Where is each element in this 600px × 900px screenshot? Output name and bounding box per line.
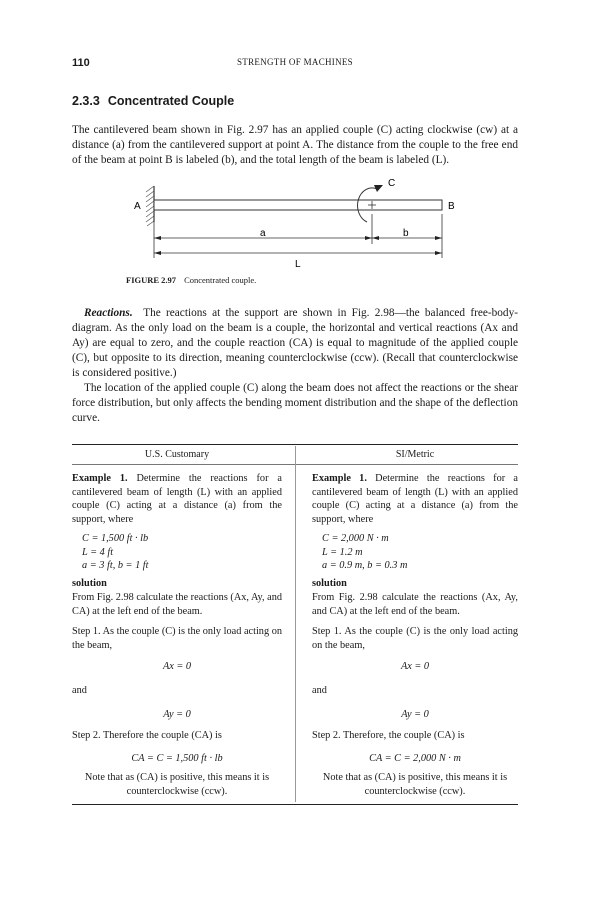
us-note: Note that as (CA) is positive, this means it is counterclockwise (ccw).: [84, 772, 270, 797]
reactions-section: [72, 306, 518, 426]
si-eq-ax: Ax = 0: [400, 661, 430, 672]
us-example-text: Determine the reactions for a cantilevered beam of length (L) with an applied couple (C) acting at a distance (a) from the support, where: [72, 473, 283, 525]
si-eq-ca: CA = C = 2,000 N · m: [369, 753, 461, 764]
label-B: B: [448, 201, 455, 212]
si-example-label: Example 1.: [312, 473, 367, 484]
running-title: STRENGTH OF MACHINES: [236, 57, 353, 67]
table-bottom-rule: [72, 804, 518, 805]
us-given-L: L = 4 ft: [82, 546, 114, 558]
us-column-header: U.S. Customary: [144, 449, 210, 460]
dimension-lines: [154, 214, 442, 258]
si-solution-text: From Fig. 2.98 calculate the reactions (Ax, Ay, and CA) at the left end of the beam.: [312, 592, 518, 617]
intro-paragraph: The cantilevered beam shown in Fig. 2.97 has an applied couple (C) acting clockwise (cw) at a distance (a) from the cantilevered support at point A. The distance from the couple to the free end of the beam at point B is labeled (b), and the total length of the beam is labeled (L).: [72, 124, 518, 167]
us-eq-ax: Ax = 0: [162, 661, 192, 672]
si-note: Note that as (CA) is positive, this means it is counterclockwise (ccw).: [322, 772, 508, 797]
dimension-arrowheads: [154, 236, 442, 255]
section-heading: [72, 94, 234, 108]
us-solution-label: solution: [72, 578, 107, 589]
table-top-rule: [72, 444, 518, 445]
us-given-values: [82, 532, 149, 573]
us-eq-ay: Ay = 0: [163, 709, 191, 720]
us-eq-ca: CA = C = 1,500 ft · lb: [131, 753, 223, 764]
si-given-L: L = 1.2 m: [322, 546, 363, 558]
page-number: 110: [72, 57, 90, 69]
si-step2: Step 2. Therefore, the couple (CA) is: [312, 730, 465, 741]
caption-text: Concentrated couple.: [184, 275, 257, 285]
si-column-header: SI/Metric: [395, 449, 435, 460]
si-given-values: [322, 532, 407, 573]
reactions-paragraph-2: The location of the applied couple (C) along the beam does not affect the reactions or the shear force distribution, but only affects the bending moment distribution and the shape of the deflection curve.: [72, 382, 518, 424]
running-header: [72, 57, 518, 73]
si-metric-column: [312, 448, 518, 803]
us-step2: Step 2. Therefore the couple (CA) is: [72, 730, 222, 741]
si-solution-label: solution: [312, 578, 347, 589]
beam: [154, 200, 442, 210]
label-C: C: [388, 178, 396, 189]
si-example: [312, 472, 518, 526]
us-given-ab: a = 3 ft, b = 1 ft: [82, 560, 149, 571]
us-example: [72, 472, 282, 526]
section-title: Concentrated Couple: [107, 94, 235, 108]
si-eq-ay: Ay = 0: [401, 709, 429, 720]
reactions-paragraph-1: The reactions at the support are shown in Fig. 2.98—the balanced free-body-diagram. As the only load on the beam is a couple, the horizontal and vertical reactions (Ax and Ay) are equal to zero, and the couple reaction (CA) is equal to magnitude of the applied couple (C), but opposite to its direction, meaning counterclockwise (ccw). (Recall that counterclockwise is considered positive.): [72, 307, 518, 379]
beam-figure: [120, 172, 480, 272]
section-number: 2.3.3: [72, 94, 100, 108]
si-given-ab: a = 0.9 m, b = 0.3 m: [322, 560, 408, 571]
label-b: b: [403, 228, 409, 239]
label-a: a: [260, 228, 266, 239]
column-separator: [295, 446, 296, 802]
us-example-label: Example 1.: [72, 473, 128, 484]
wall-support: [146, 186, 154, 226]
si-given-C: C = 2,000 N · m: [322, 533, 389, 544]
si-and: and: [312, 685, 327, 696]
caption-number: FIGURE 2.97: [126, 275, 177, 285]
us-and: and: [72, 685, 87, 696]
us-customary-column: [72, 448, 282, 803]
reactions-heading: Reactions.: [84, 307, 133, 319]
si-example-text: Determine the reactions for a cantilevered beam of length (L) with an applied couple (C) acting at a distance (a) from the support, where: [312, 473, 518, 525]
us-given-C: C = 1,500 ft · lb: [82, 533, 149, 544]
figure-caption: [126, 275, 256, 285]
label-L: L: [295, 259, 301, 270]
us-solution-text: From Fig. 2.98 calculate the reactions (Ax, Ay, and CA) at the left end of the beam.: [72, 592, 282, 617]
us-step1: Step 1. As the couple (C) is the only load acting on the beam,: [72, 626, 282, 651]
si-step1: Step 1. As the couple (C) is the only load acting on the beam,: [312, 626, 518, 651]
label-A: A: [134, 201, 141, 212]
